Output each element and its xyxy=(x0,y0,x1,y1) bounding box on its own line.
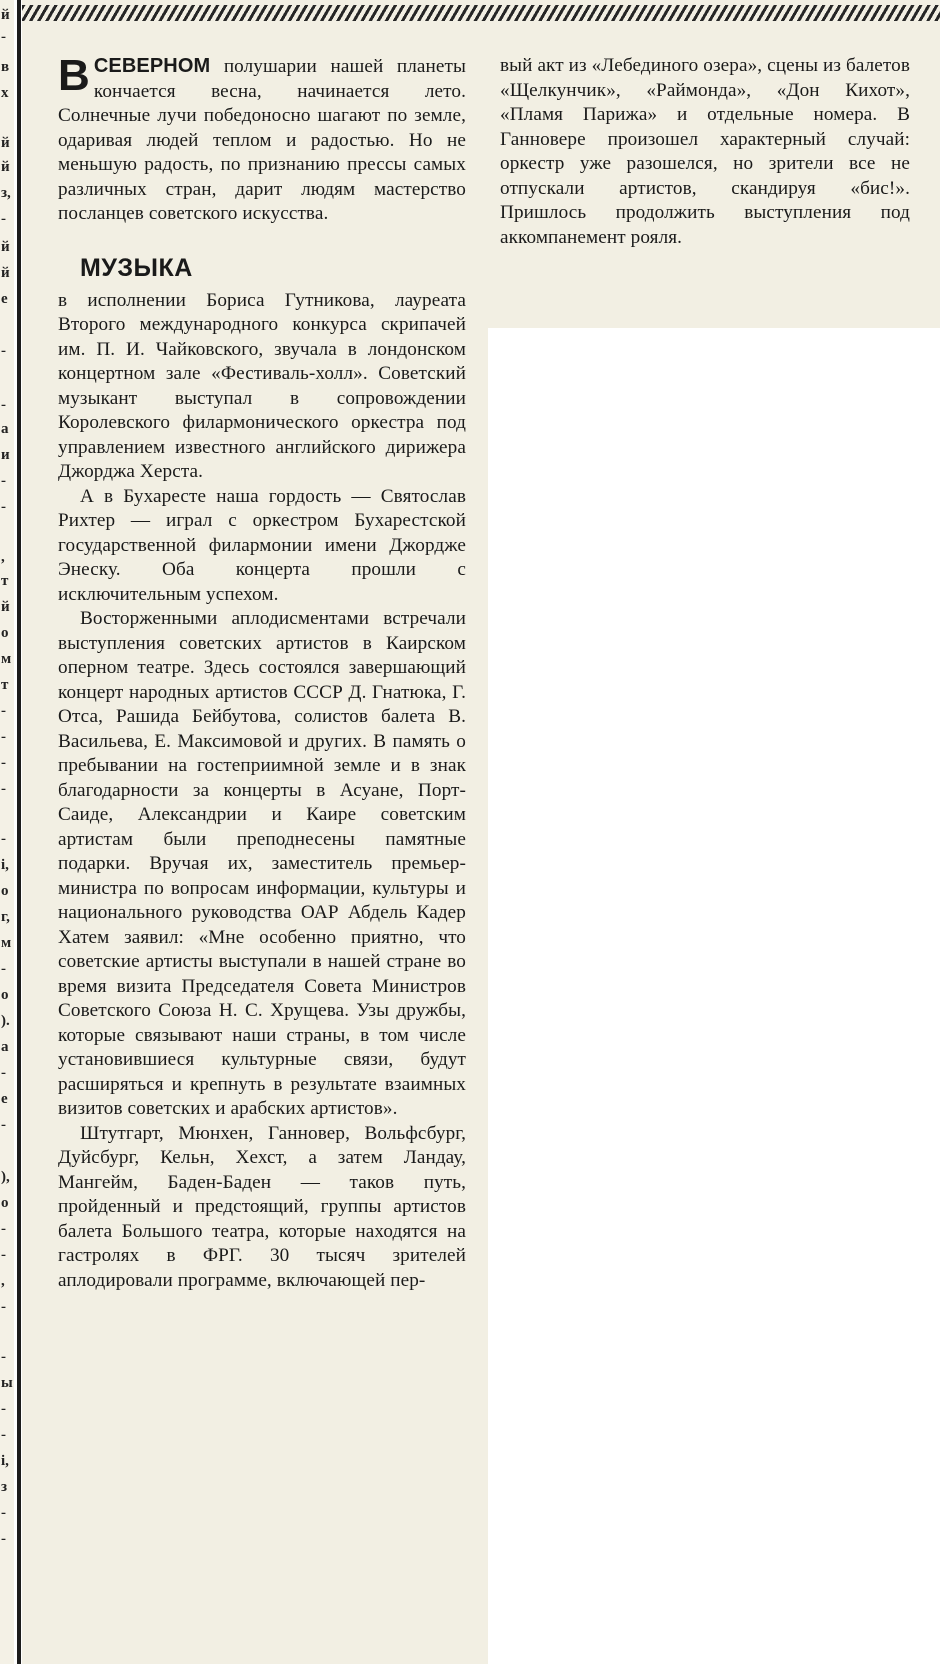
article-paragraph-continued xyxy=(58,1122,466,1294)
column-rule xyxy=(17,0,21,1664)
article-paragraph-part-2: вый акт из «Лебединого озера», сцены из балетов «Щелкунчик», «Раймонда», «Дон Кихот», «Пламя Парижа» и отдельные номера. В Ганновере произошел характерный случай: оркестр уже разошелся, но зрители все не отпускали артистов, скандируя «бис!». Пришлось продолжить выступления под аккомпанемент рояля. xyxy=(500,55,910,248)
hatched-header-rule xyxy=(22,5,940,21)
article-paragraph-part-1: Штутгарт, Мюнхен, Ганновер, Вольфсбург, Дуйсбург, Кельн, Хехст, а затем Ландау, Мангейм, Баден-Баден — таков путь, пройденный и предстоящий, группы артистов балета Большого театра, которые находятся на гастролях в ФРГ. 30 тысяч зрителей аплодировали программе, включающей пер- xyxy=(58,1122,466,1291)
article-paragraph-continuation xyxy=(500,54,910,250)
lead-paragraph xyxy=(58,51,466,227)
section-heading: МУЗЫКА xyxy=(80,253,193,282)
lead-capitalized-word: СЕВЕРНОМ xyxy=(93,55,211,77)
lead-text: полушарии нашей планеты кончается весна, начинается лето. Солнечные лучи победоносно шагают по земле, одаривая людей теплом и радостью. Но не меньшую радость, по признанию прессы самых различных стран, дарит людям мастерство посланцев советского искусства. xyxy=(58,56,466,224)
article-column-2 xyxy=(500,54,910,250)
drop-cap: В xyxy=(58,51,90,100)
article-paragraph: Восторженными аплодисментами встречали выступления советских артистов в Каирском оперном театре. Здесь состоялся завершающий концерт народных артистов СССР Д. Гнатюка, Г. Отса, Рашида Бейбутова, солистов балета В. Васильева, Е. Максимовой и других. В память о пребывании на гостеприимной земле и в знак благодарности за концерты в Асуане, Порт-Саиде, Александрии и Каире советским артистам были преподнесены памятные подарки. Вручая их, заместитель премьер-министра по вопросам информации, культуры и национального руководства ОАР Абдель Кадер Хатем заявил: «Мне особенно приятно, что советские артисты выступали в нашей стране во время визита Председателя Совета Министров Советского Союза Н. С. Хрущева. Узы дружбы, которые связывают наши страны, в том числе установившиеся культурные связи, будут расширяться и крепнуть в результате взаимных визитов советских и арабских артистов». xyxy=(58,608,466,1119)
adjacent-column-fragment: й - в х й й з, - й й е - - а и - - , т й о м т - - - - - і, о г, м - о ). а - е - ), о - - , - - ы - - і, з - - xyxy=(0,0,14,1664)
article-column-1 xyxy=(58,51,466,1293)
article-paragraph: в исполнении Бориса Гутникова, лауреата Второго международного конкурса скрипачей им. П. И. Чайковского, звучала в лондонском концертном зале «Фестиваль-холл». Советский музыкант выступал в сопровождении Королевского филармонического оркестра под управлением известного английского дирижера Джорджа Херста. xyxy=(58,289,466,482)
article-paragraph: А в Бухаресте наша гордость — Святослав Рихтер — играл с оркестром Бухарестской государственной филармонии имени Джордже Энеску. Оба концерта прошли с исключительным успехом. xyxy=(58,485,466,605)
